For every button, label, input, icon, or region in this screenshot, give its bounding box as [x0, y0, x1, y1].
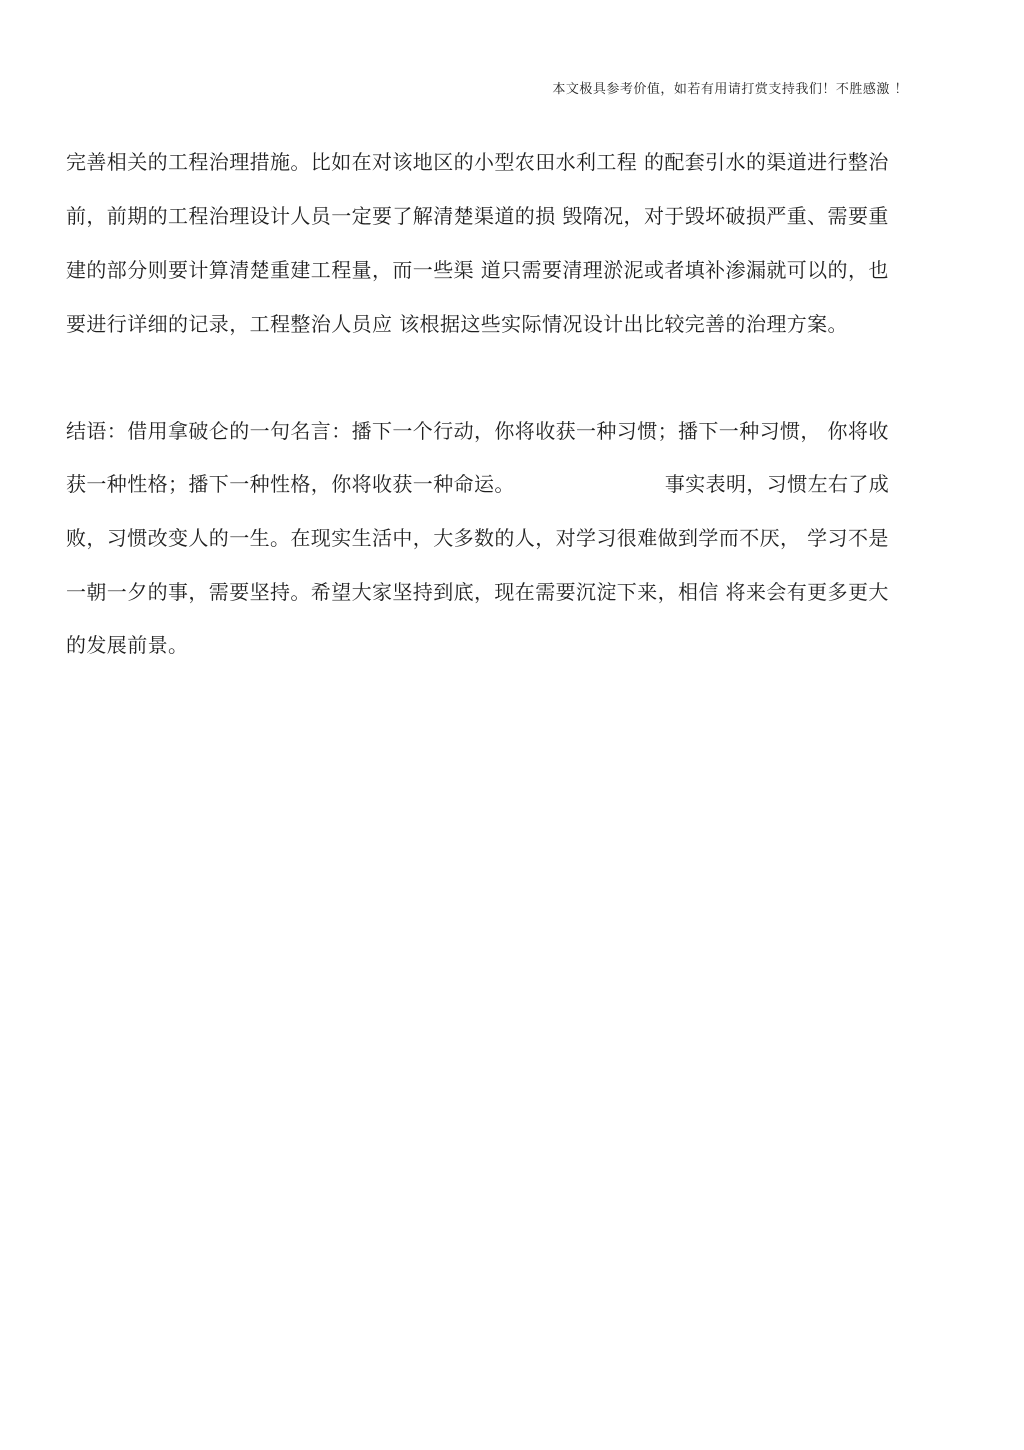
paragraph-line: 要进行详细的记录，工程整治人员应 该根据这些实际情况设计出比较完善的治理方案。	[66, 312, 848, 336]
line-segment: 获一种性格；播下一种性格，你将收获一种命运。	[66, 472, 515, 496]
paragraph-line: 前，前期的工程治理设计人员一定要了解清楚渠道的损 毁隋况，对于毁坏破损严重、需要重	[66, 204, 889, 228]
paragraph-line: 败，习惯改变人的一生。在现实生活中，大多数的人，对学习很难做到学而不厌， 学习不是	[66, 526, 889, 550]
paragraph-line: 建的部分则要计算清楚重建工程量，而一些渠 道只需要清理淤泥或者填补渗漏就可以的，也	[66, 258, 889, 282]
paragraph-line: 的发展前景。	[66, 633, 189, 657]
header-note: 本文极具参考价值，如若有用请打赏支持我们！不胜感激 ！	[552, 82, 908, 97]
paragraph-line: 完善相关的工程治理措施。比如在对该地区的小型农田水利工程 的配套引水的渠道进行整治	[66, 150, 889, 174]
line-segment: 事实表明，习惯左右了成	[664, 472, 890, 496]
paragraph-line: 结语：借用拿破仑的一句名言：播下一个行动，你将收获一种习惯；播下一种习惯， 你将收	[66, 419, 889, 443]
paragraph-line	[66, 468, 889, 497]
paragraph-line: 一朝一夕的事，需要坚持。希望大家坚持到底，现在需要沉淀下来，相信 将来会有更多更大	[66, 580, 889, 604]
